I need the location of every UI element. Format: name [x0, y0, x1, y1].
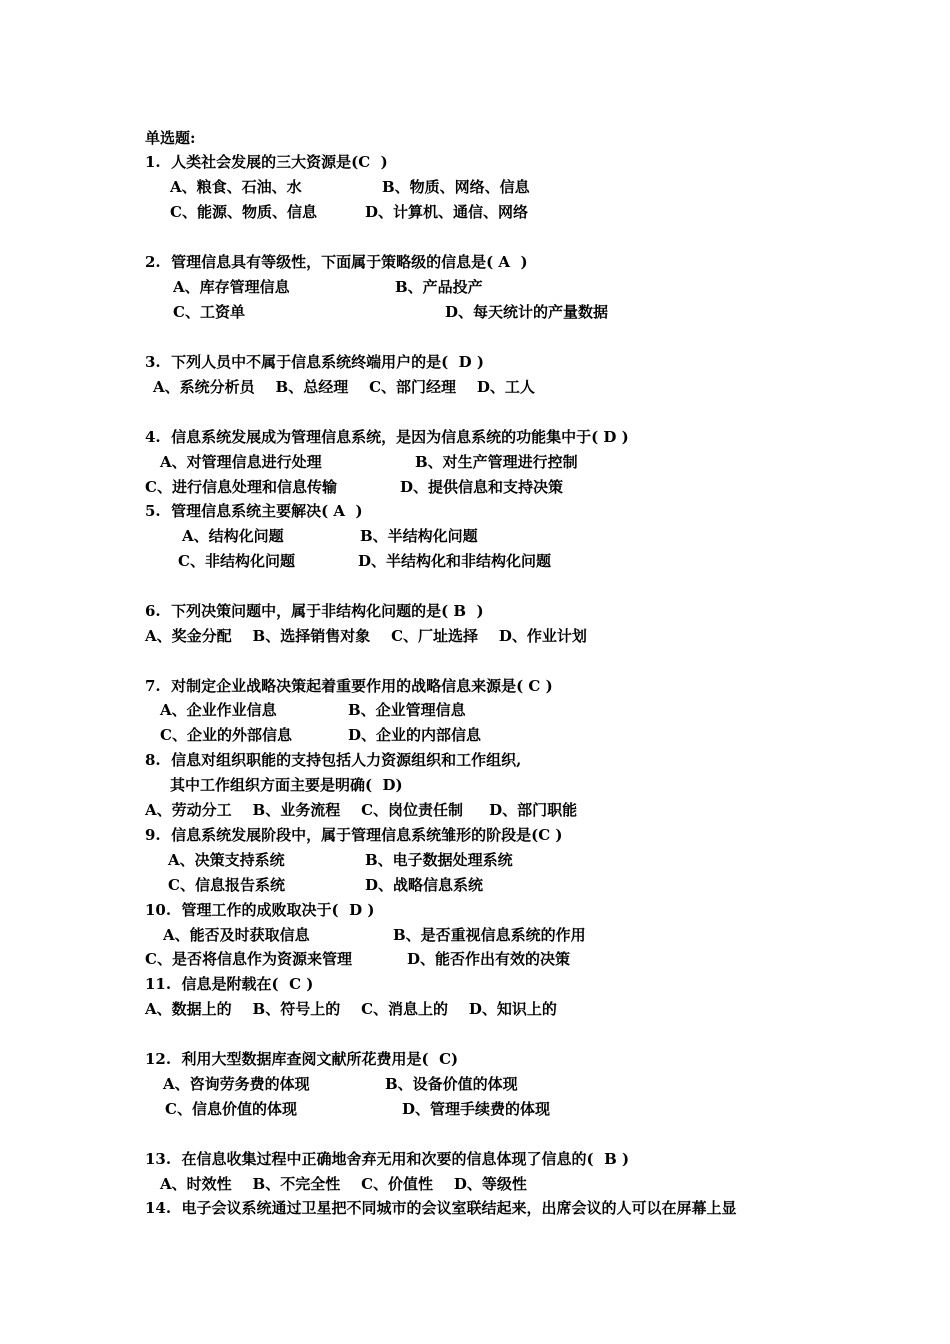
q9-option-b: B、电子数据处理系统 [365, 851, 513, 869]
q1-option-a: A、粮食、石油、水 [170, 178, 302, 196]
q10-option-c: C、是否将信息作为资源来管理 [145, 950, 352, 968]
q4-option-a: A、对管理信息进行处理 [160, 453, 322, 471]
question-8-cont: 其中工作组织方面主要是明确( D) [170, 776, 403, 794]
q10-option-a: A、能否及时获取信息 [163, 926, 310, 944]
q2-option-a: A、库存管理信息 [173, 278, 290, 296]
question-8: 8. 信息对组织职能的支持包括人力资源组织和工作组织, [145, 751, 522, 769]
q2-option-d: D、每天统计的产量数据 [445, 303, 609, 321]
q1-option-d: D、计算机、通信、网络 [365, 203, 529, 221]
question-3: 3. 下列人员中不属于信息系统终端用户的是( D ) [145, 353, 484, 371]
q7-option-c: C、企业的外部信息 [160, 726, 292, 744]
q5-option-b: B、半结构化问题 [360, 527, 478, 545]
q12-option-b: B、设备价值的体现 [385, 1075, 518, 1093]
q2-option-b: B、产品投产 [395, 278, 483, 296]
q5-option-d: D、半结构化和非结构化问题 [358, 552, 552, 570]
q2-option-c: C、工资单 [173, 303, 245, 321]
q12-option-d: D、管理手续费的体现 [402, 1100, 551, 1118]
q9-option-a: A、决策支持系统 [168, 851, 285, 869]
question-13: 13. 在信息收集过程中正确地舍弃无用和次要的信息体现了信息的( B ) [145, 1150, 630, 1168]
q6-options: A、奖金分配 B、选择销售对象 C、厂址选择 D、作业计划 [145, 627, 587, 645]
question-14: 14. 电子会议系统通过卫星把不同城市的会议室联结起来，出席会议的人可以在屏幕上显 [145, 1199, 737, 1217]
q1-option-b: B、物质、网络、信息 [382, 178, 530, 196]
question-10: 10. 管理工作的成败取决于( D ) [145, 901, 375, 919]
q13-options: A、时效性 B、不完全性 C、价值性 D、等级性 [160, 1175, 527, 1193]
q1-option-c: C、能源、物质、信息 [170, 203, 317, 221]
q4-option-c: C、进行信息处理和信息传输 [145, 478, 337, 496]
q11-options: A、数据上的 B、符号上的 C、消息上的 D、知识上的 [145, 1000, 557, 1018]
q5-option-c: C、非结构化问题 [178, 552, 295, 570]
question-9: 9. 信息系统发展阶段中，属于管理信息系统雏形的阶段是(C ) [145, 826, 563, 844]
q12-option-c: C、信息价值的体现 [165, 1100, 297, 1118]
q7-option-a: A、企业作业信息 [160, 701, 277, 719]
question-12: 12. 利用大型数据库查阅文献所花费用是( C) [145, 1050, 459, 1068]
q8-options: A、劳动分工 B、业务流程 C、岗位责任制 D、部门职能 [145, 801, 578, 819]
q10-option-b: B、是否重视信息系统的作用 [393, 926, 586, 944]
question-6: 6. 下列决策问题中，属于非结构化问题的是( B ) [145, 602, 484, 620]
q4-option-d: D、提供信息和支持决策 [400, 478, 564, 496]
question-7: 7. 对制定企业战略决策起着重要作用的战略信息来源是( C ) [145, 677, 553, 695]
q9-option-d: D、战略信息系统 [365, 876, 484, 894]
q10-option-d: D、能否作出有效的决策 [407, 950, 571, 968]
q9-option-c: C、信息报告系统 [168, 876, 285, 894]
question-4: 4. 信息系统发展成为管理信息系统，是因为信息系统的功能集中于( D ) [145, 428, 629, 446]
question-2: 2. 管理信息具有等级性，下面属于策略级的信息是( A ) [145, 253, 528, 271]
q7-option-b: B、企业管理信息 [348, 701, 466, 719]
question-1: 1. 人类社会发展的三大资源是(C ) [145, 153, 388, 171]
question-5: 5. 管理信息系统主要解决( A ) [145, 502, 363, 520]
q4-option-b: B、对生产管理进行控制 [415, 453, 578, 471]
q3-options: A、系统分析员 B、总经理 C、部门经理 D、工人 [153, 378, 535, 396]
q7-option-d: D、企业的内部信息 [348, 726, 482, 744]
section-title: 单选题: [145, 129, 196, 147]
q12-option-a: A、咨询劳务费的体现 [163, 1075, 310, 1093]
q5-option-a: A、结构化问题 [182, 527, 284, 545]
question-11: 11. 信息是附载在( C ) [145, 975, 314, 993]
